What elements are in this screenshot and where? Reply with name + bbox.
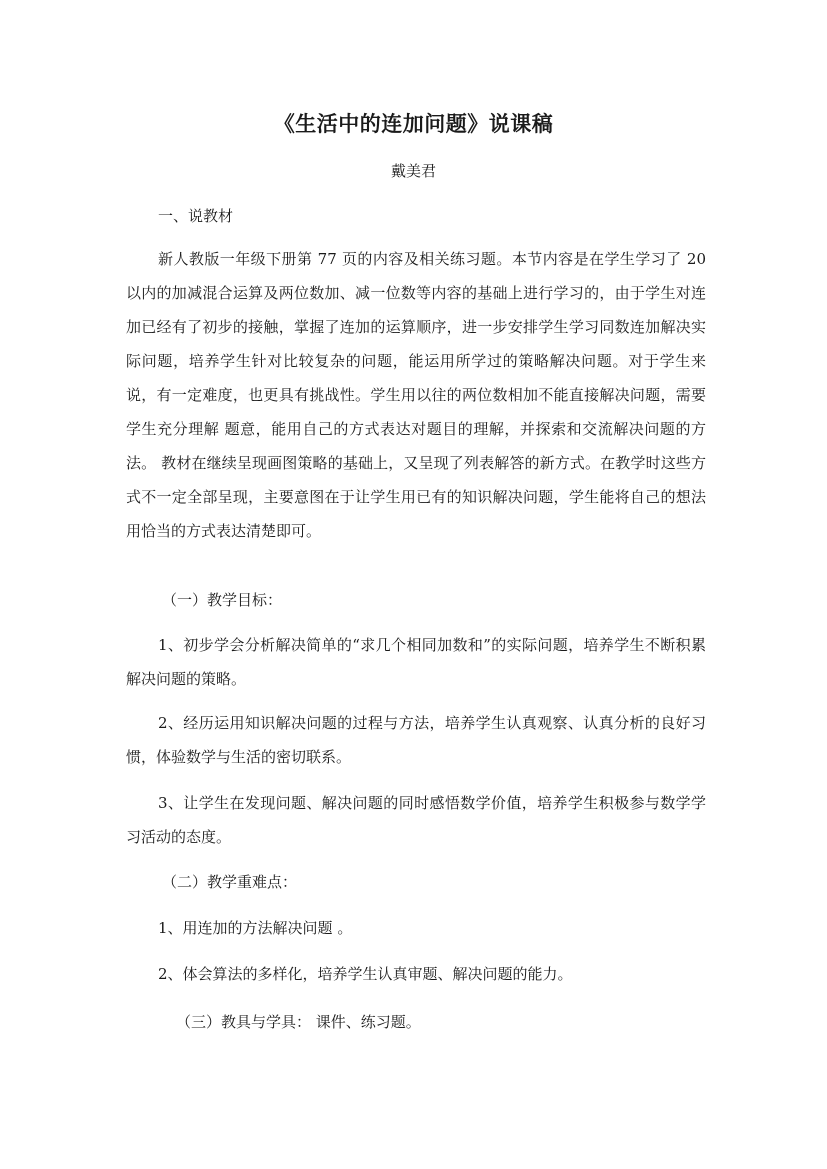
document-title: 《生活中的连加问题》说课稿 (273, 111, 554, 136)
keypoint-item: 1、用连加的方法解决问题 。 (158, 919, 353, 937)
tools-line: （三）教具与学具： 课件、练习题。 (176, 1013, 421, 1031)
author-name: 戴美君 (390, 162, 436, 180)
section-heading-textbook: 一、说教材 (158, 207, 234, 225)
section-heading-keypoints: （二）教学重难点： (162, 873, 298, 891)
keypoint-item: 2、体会算法的多样化，培养学生认真审题、解决问题的能力。 (158, 965, 573, 983)
goal-item: 2、经历运用知识解决问题的过程与方法，培养学生认真观察、认真分析的良好习惯，体验数学与生活的密切联系。 (126, 714, 706, 766)
section-heading-goals: （一）教学目标： (162, 591, 283, 609)
textbook-paragraph: 新人教版一年级下册第 77 页的内容及相关练习题。本节内容是在学生学习了 20 以内的加减混合运算及两位数加、减一位数等内容的基础上进行学习的，由于学生对连加已经有了初步的接触，掌握了连加的运算顺序，进一步安排学生学习同数连加解决实际问题，培养学生针对比较复杂的问题，能运用所学过的策略解决问题。对于学生来说，有一定难度，也更具有挑战性。学生用以往的两位数相加不能直接解决问题，需要学生充分理解 题意，能用自己的方式表达对题目的理解，并探索和交流解决问题的方法。 教材在继续呈现画图策略的基础上，又呈现了列表解答的新方式。在教学时这些方式不一定全部呈现，主要意图在于让学生用已有的知识解决问题，学生能将自己的想法用恰当的方式表达清楚即可。 (126, 250, 706, 540)
goal-item: 3、让学生在发现问题、解决问题的同时感悟数学价值，培养学生积极参与数学学习活动的态度。 (126, 794, 706, 846)
goal-item: 1、初步学会分析解决简单的“求几个相同加数和”的实际问题，培养学生不断积累解决问题的策略。 (126, 636, 706, 688)
